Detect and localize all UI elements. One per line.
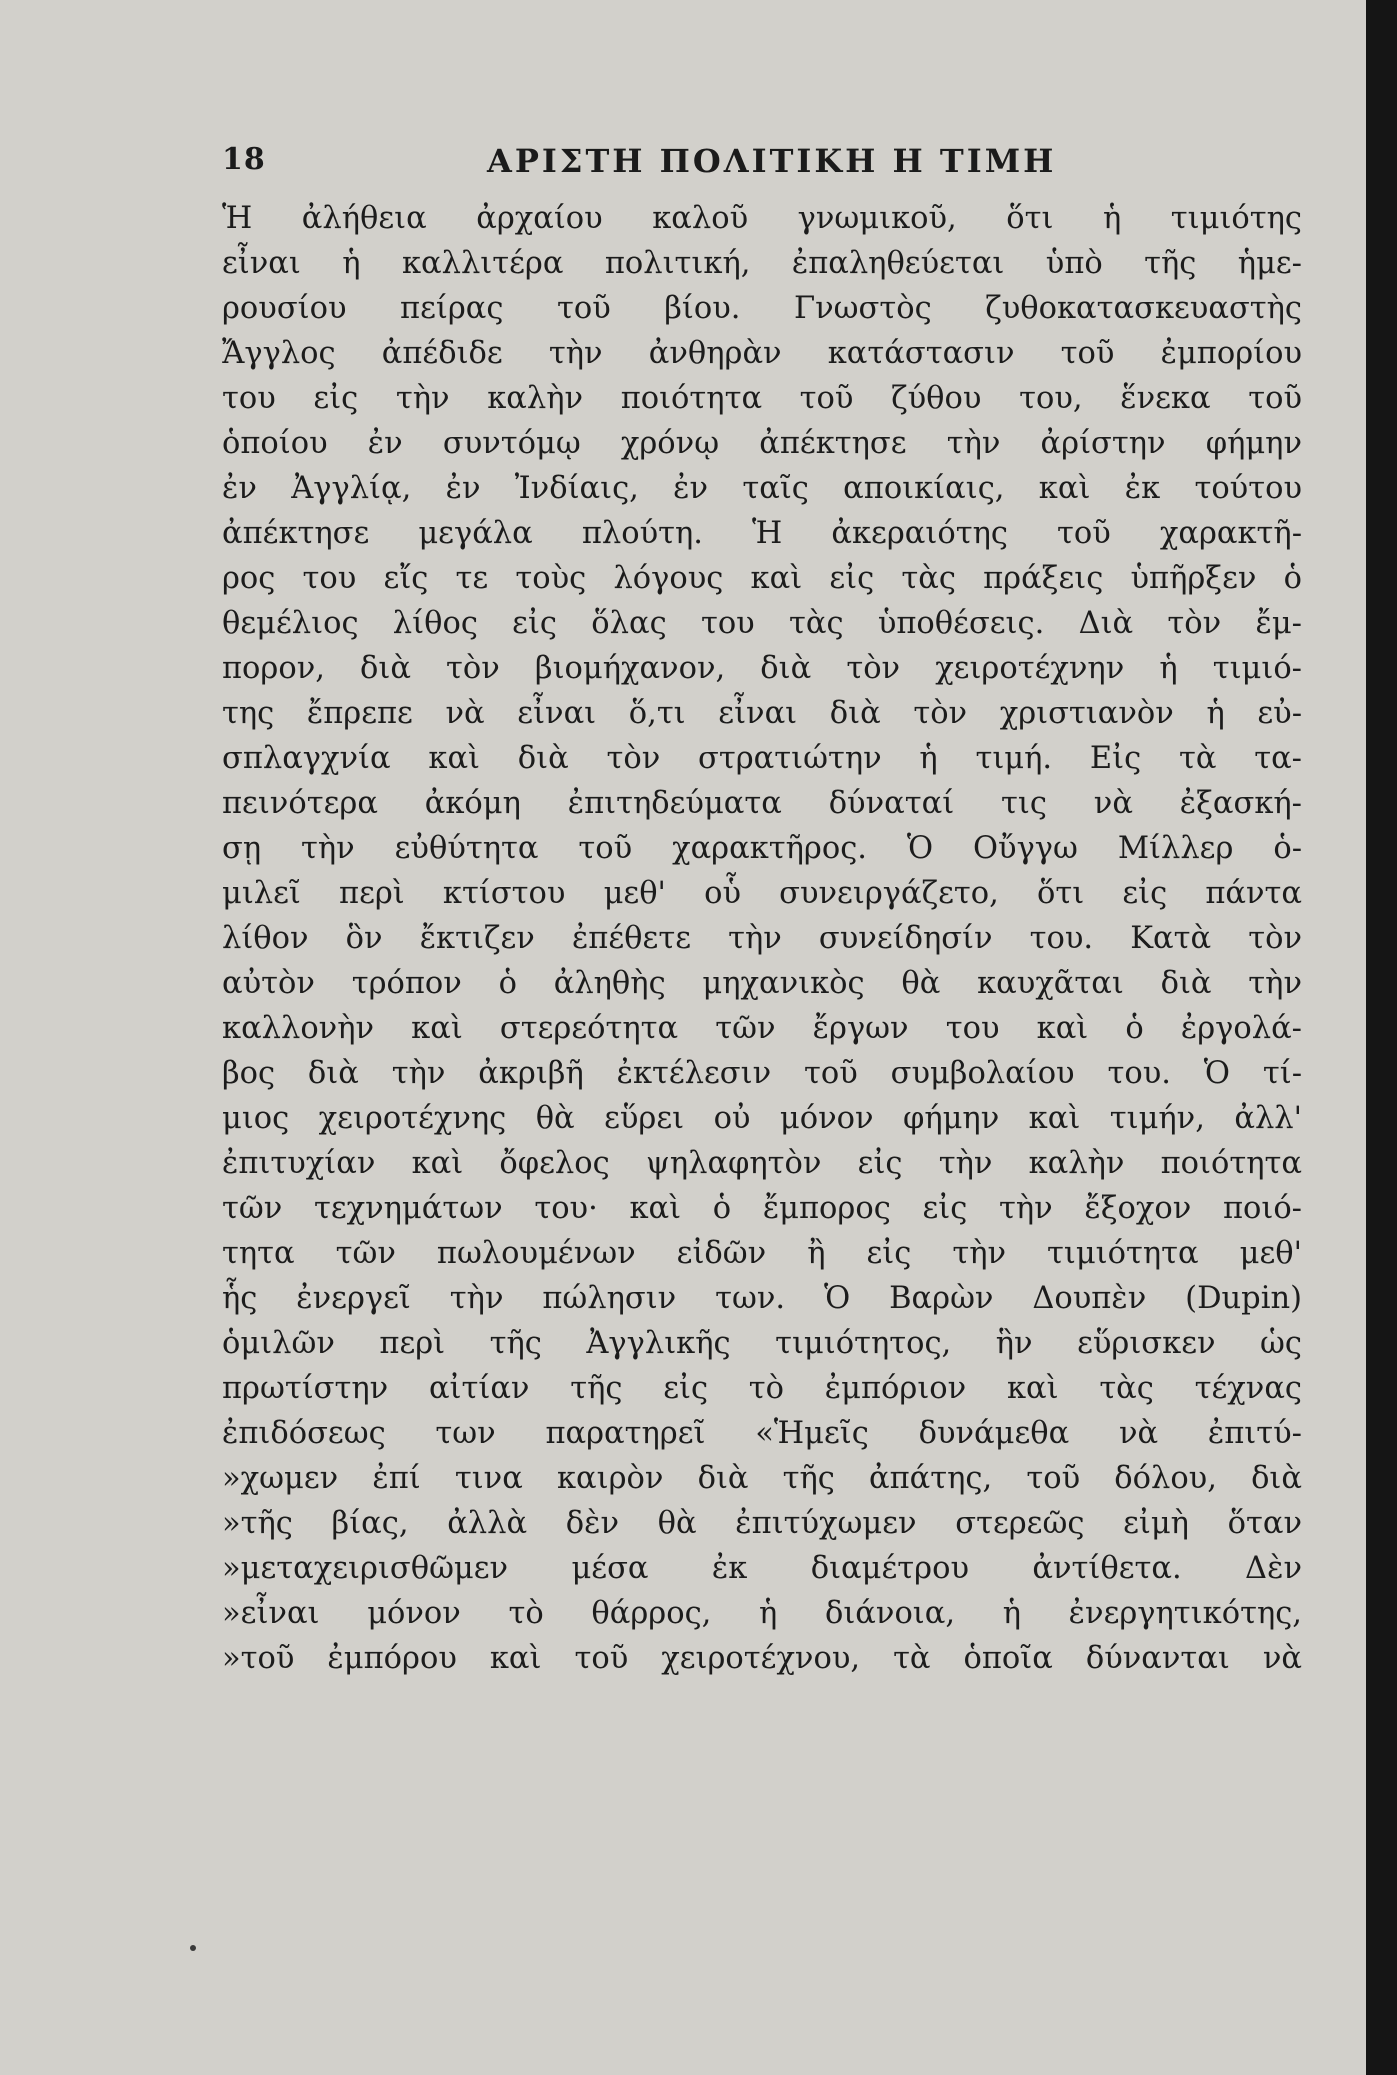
text-line: θεμέλιος λίθος εἰς ὅλας του τὰς ὑποθέσεις. Διὰ τὸν ἔμ-	[222, 606, 1302, 641]
text-line: ἐπιδόσεως των παρατηρεῖ «Ἡμεῖς δυνάμεθα νὰ ἐπιτύ-	[222, 1416, 1302, 1451]
body-text	[222, 196, 1302, 1681]
text-line: »χωμεν ἐπί τινα καιρὸν διὰ τῆς ἀπάτης, τοῦ δόλου, διὰ	[222, 1461, 1302, 1496]
text-line: πρωτίστην αἰτίαν τῆς εἰς τὸ ἐμπόριον καὶ τὰς τέχνας	[222, 1371, 1302, 1406]
text-line: του εἰς τὴν καλὴν ποιότητα τοῦ ζύθου του, ἕνεκα τοῦ	[222, 381, 1302, 416]
book-spine-shadow	[1366, 0, 1397, 2075]
text-line: ρουσίου πείρας τοῦ βίου. Γνωστὸς ζυθοκατασκευαστὴς	[222, 291, 1302, 326]
text-line: ἐπιτυχίαν καὶ ὄφελος ψηλαφητὸν εἰς τὴν καλὴν ποιότητα	[222, 1146, 1302, 1181]
text-line: αὐτὸν τρόπον ὁ ἀληθὴς μηχανικὸς θὰ καυχᾶται διὰ τὴν	[222, 966, 1302, 1001]
text-line: της ἔπρεπε νὰ εἶναι ὅ,τι εἶναι διὰ τὸν χριστιανὸν ἡ εὐ-	[222, 696, 1302, 731]
text-line: Ἄγγλος ἀπέδιδε τὴν ἀνθηρὰν κατάστασιν τοῦ ἐμπορίου	[222, 336, 1302, 371]
text-line: ὁποίου ἐν συντόμῳ χρόνῳ ἀπέκτησε τὴν ἀρίστην φήμην	[222, 426, 1302, 461]
text-line: πορον, διὰ τὸν βιομήχανον, διὰ τὸν χειροτέχνην ἡ τιμιό-	[222, 651, 1302, 686]
running-title: ΑΡΙΣΤΗ ΠΟΛΙΤΙΚΗ Η ΤΙΜΗ	[487, 142, 1057, 180]
text-line: ὁμιλῶν περὶ τῆς Ἀγγλικῆς τιμιότητος, ἣν εὕρισκεν ὡς	[222, 1326, 1302, 1361]
text-line: »εἶναι μόνον τὸ θάρρος, ἡ διάνοια, ἡ ἐνεργητικότης,	[222, 1596, 1302, 1631]
text-line: βος διὰ τὴν ἀκριβῆ ἐκτέλεσιν τοῦ συμβολαίου του. Ὁ τί-	[222, 1056, 1302, 1091]
text-line: καλλονὴν καὶ στερεότητα τῶν ἔργων του καὶ ὁ ἐργολά-	[222, 1011, 1302, 1046]
text-line: μιος χειροτέχνης θὰ εὕρει οὐ μόνον φήμην καὶ τιμήν, ἀλλ'	[222, 1101, 1302, 1136]
text-line: ἐν Ἀγγλίᾳ, ἐν Ἰνδίαις, ἐν ταῖς αποικίαις, καὶ ἐκ τούτου	[222, 471, 1302, 506]
text-line: »μεταχειρισθῶμεν μέσα ἐκ διαμέτρου ἀντίθετα. Δὲν	[222, 1551, 1302, 1586]
text-line: τητα τῶν πωλουμένων εἰδῶν ἢ εἰς τὴν τιμιότητα μεθ'	[222, 1236, 1302, 1271]
text-line: »τοῦ ἐμπόρου καὶ τοῦ χειροτέχνου, τὰ ὁποῖα δύνανται νὰ	[222, 1641, 1302, 1676]
text-line: ἀπέκτησε μεγάλα πλούτη. Ἡ ἀκεραιότης τοῦ χαρακτῆ-	[222, 516, 1302, 551]
text-line: »τῆς βίας, ἀλλὰ δὲν θὰ ἐπιτύχωμεν στερεῶς εἰμὴ ὅταν	[222, 1506, 1302, 1541]
ink-speck	[190, 1945, 196, 1951]
text-line: ἧς ἐνεργεῖ τὴν πώλησιν των. Ὁ Βαρὼν Δουπὲν (Dupin)	[222, 1281, 1302, 1316]
text-line: λίθον ὃν ἔκτιζεν ἐπέθετε τὴν συνείδησίν του. Κατὰ τὸν	[222, 921, 1302, 956]
page-number: 18	[222, 142, 266, 177]
text-line: ρος του εἴς τε τοὺς λόγους καὶ εἰς τὰς πράξεις ὑπῆρξεν ὁ	[222, 561, 1302, 596]
text-line: σῃ τὴν εὐθύτητα τοῦ χαρακτῆρος. Ὁ Οὔγγω Μίλλερ ὁ-	[222, 831, 1302, 866]
page-header	[222, 142, 1302, 192]
text-line: πεινότερα ἀκόμη ἐπιτηδεύματα δύναταί τις νὰ ἐξασκή-	[222, 786, 1302, 821]
text-line: εἶναι ἡ καλλιτέρα πολιτική, ἐπαληθεύεται ὑπὸ τῆς ἡμε-	[222, 246, 1302, 281]
text-line: μιλεῖ περὶ κτίστου μεθ' οὗ συνειργάζετο, ὅτι εἰς πάντα	[222, 876, 1302, 911]
text-line: Ἡ ἀλήθεια ἀρχαίου καλοῦ γνωμικοῦ, ὅτι ἡ τιμιότης	[222, 201, 1302, 236]
text-line: τῶν τεχνημάτων του· καὶ ὁ ἔμπορος εἰς τὴν ἔξοχον ποιό-	[222, 1191, 1302, 1226]
text-line: σπλαγχνία καὶ διὰ τὸν στρατιώτην ἡ τιμή. Εἰς τὰ τα-	[222, 741, 1302, 776]
